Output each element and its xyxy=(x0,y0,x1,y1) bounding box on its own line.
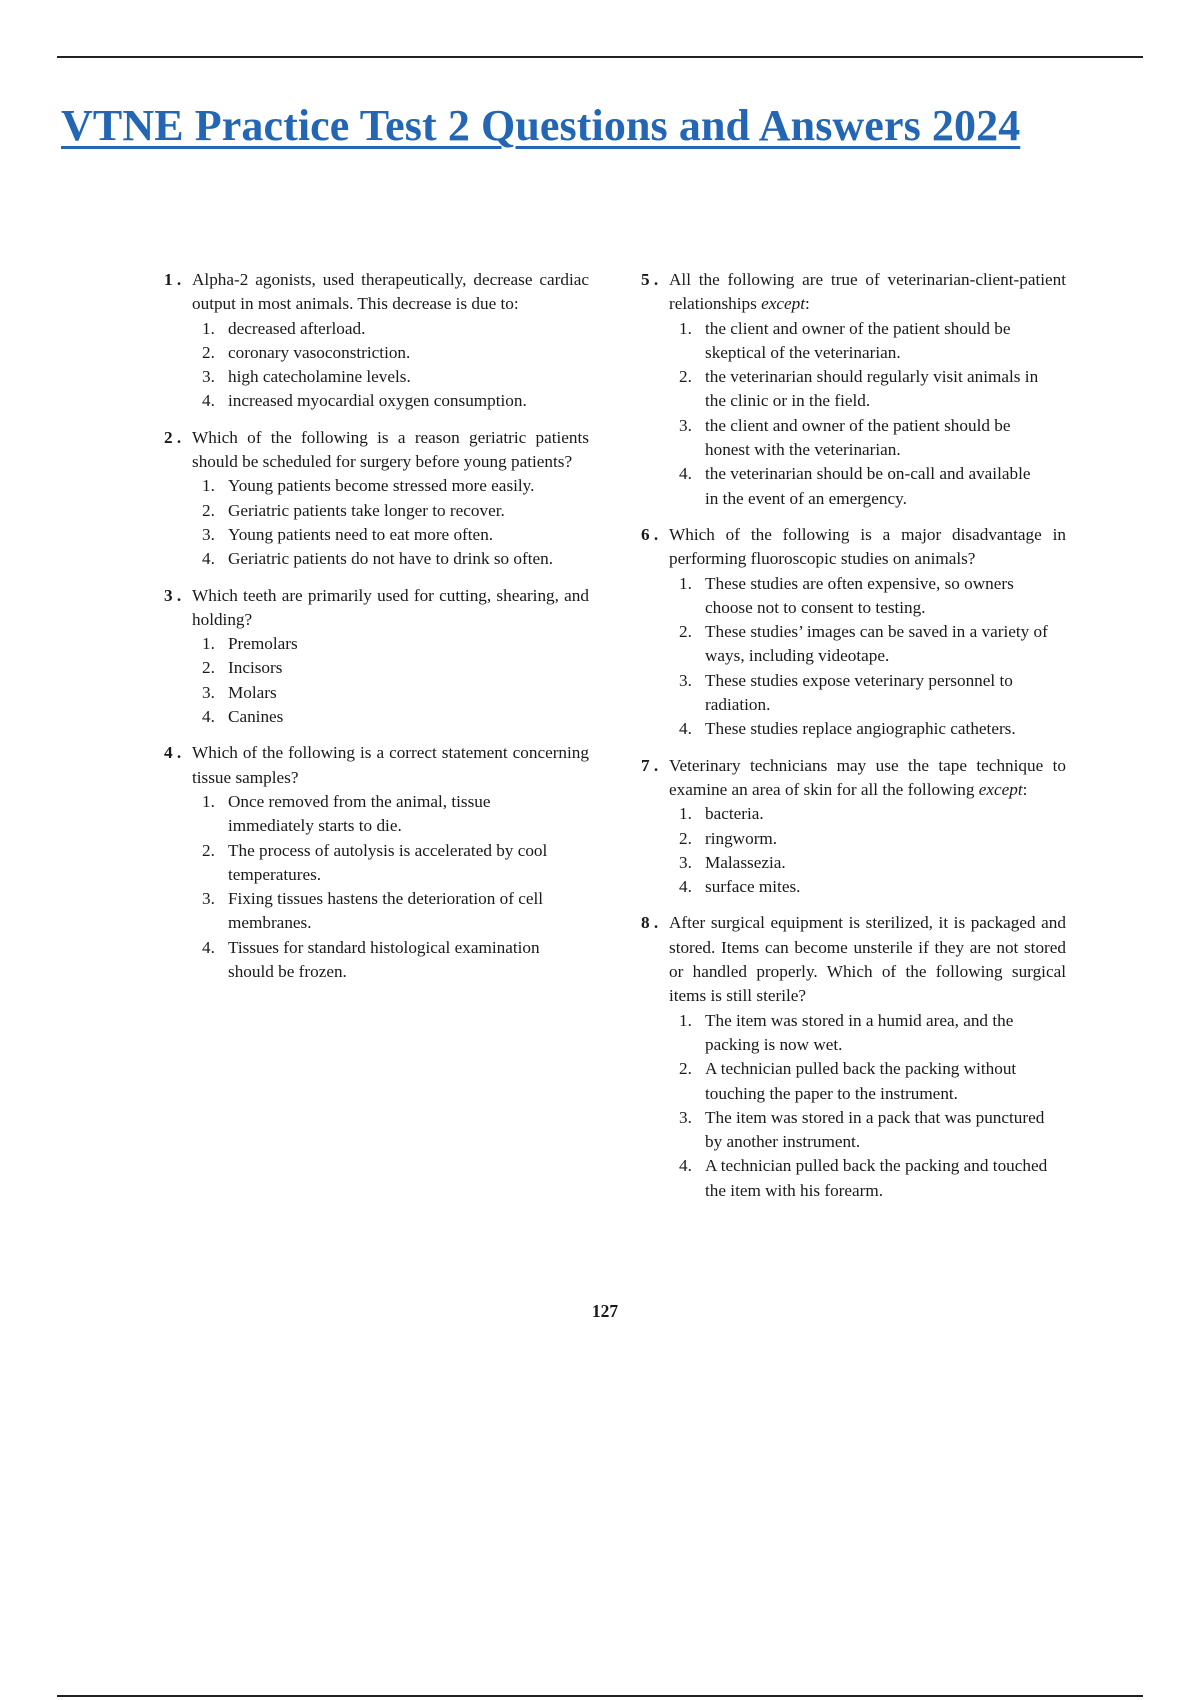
answer-option xyxy=(164,656,589,680)
option-text: bacteria. xyxy=(705,804,764,824)
answer-option xyxy=(164,317,589,341)
option-number: 4. xyxy=(679,877,692,897)
answer-option xyxy=(164,499,589,523)
question-number: 1 . xyxy=(164,270,182,289)
answer-option xyxy=(641,365,1066,414)
option-text: Fixing tissues hastens the deterioration of cell membranes. xyxy=(228,889,544,933)
option-number: 4. xyxy=(679,719,692,739)
question-text: Which teeth are primarily used for cutting, shearing, and holding? xyxy=(192,585,589,629)
option-number: 4. xyxy=(202,391,215,411)
option-number: 4. xyxy=(202,707,215,727)
option-text: Premolars xyxy=(228,634,298,654)
answer-option xyxy=(164,632,589,656)
answer-option xyxy=(164,474,589,498)
question-stem xyxy=(164,584,589,633)
question-text: Veterinary technicians may use the tape technique to examine an area of skin for all the following xyxy=(669,755,1066,799)
option-number: 1. xyxy=(679,1010,692,1030)
option-text: These studies expose veterinary personnel to radiation. xyxy=(705,670,1013,715)
answer-option xyxy=(641,1009,1066,1058)
option-text: Geriatric patients take longer to recover. xyxy=(228,500,505,520)
option-text: Canines xyxy=(228,707,284,727)
question-stem xyxy=(164,426,589,475)
option-number: 2. xyxy=(202,840,215,860)
question-6 xyxy=(641,523,1066,742)
option-text: The item was stored in a pack that was punctured by another instrument. xyxy=(705,1107,1045,1152)
question-number: 7 . xyxy=(641,755,659,775)
option-text: the client and owner of the patient should be honest with the veterinarian. xyxy=(705,415,1011,460)
page-number: 127 xyxy=(591,1301,619,1321)
question-4 xyxy=(164,741,589,984)
option-number: 2. xyxy=(679,367,692,387)
question-number: 4 . xyxy=(164,743,182,763)
option-text: Malassezia. xyxy=(705,852,786,872)
option-text: decreased afterload. xyxy=(228,318,366,338)
option-number: 3. xyxy=(202,367,215,387)
question-number: 5 . xyxy=(641,270,659,289)
option-text: the veterinarian should be on-call and available in the event of an emergency. xyxy=(705,464,1031,508)
answer-option xyxy=(164,705,589,729)
question-3 xyxy=(164,584,589,730)
answer-option xyxy=(164,523,589,547)
question-text-tail: : xyxy=(805,294,810,314)
question-stem xyxy=(164,741,589,790)
question-7 xyxy=(641,754,1066,900)
option-number: 3. xyxy=(202,889,215,909)
question-stem xyxy=(641,911,1066,1008)
option-text: Geriatric patients do not have to drink so often. xyxy=(228,549,554,569)
answer-option xyxy=(164,839,589,888)
question-text-tail: : xyxy=(1022,779,1028,799)
option-text: These studies’ images can be saved in a variety of ways, including videotape. xyxy=(705,622,1048,666)
option-number: 2. xyxy=(679,1059,692,1079)
question-text: Which of the following is a correct statement concerning tissue samples? xyxy=(192,743,589,787)
question-1 xyxy=(164,268,589,414)
question-stem xyxy=(164,268,589,317)
option-number: 4. xyxy=(202,549,215,569)
question-text: Alpha-2 agonists, used therapeutically, decrease cardiac output in most animals. This decrease is due to: xyxy=(192,270,589,314)
option-text: Tissues for standard histological examination should be frozen. xyxy=(228,937,540,982)
answer-option xyxy=(164,887,589,936)
option-number: 1. xyxy=(202,791,215,811)
answer-option xyxy=(641,1106,1066,1155)
answer-option xyxy=(641,414,1066,463)
option-text: A technician pulled back the packing and touched the item with his forearm. xyxy=(705,1156,1048,1200)
question-number: 3 . xyxy=(164,585,182,605)
answer-options xyxy=(641,317,1066,511)
question-text: Which of the following is a major disadvantage in performing fluoroscopic studies on animals? xyxy=(669,524,1066,569)
question-text: All the following are true of veterinarian-client-patient relationships xyxy=(669,270,1066,314)
answer-option xyxy=(641,851,1066,875)
option-text: Incisors xyxy=(228,658,283,678)
answer-option xyxy=(641,1154,1066,1203)
answer-options xyxy=(164,790,589,984)
option-number: 3. xyxy=(679,1107,692,1127)
option-text: coronary vasoconstriction. xyxy=(228,342,411,362)
answer-option xyxy=(641,827,1066,851)
answer-options xyxy=(164,632,589,729)
option-text: the client and owner of the patient should be skeptical of the veterinarian. xyxy=(705,318,1011,362)
option-text: These studies replace angiographic catheters. xyxy=(705,719,1016,739)
option-number: 2. xyxy=(679,828,692,848)
option-number: 1. xyxy=(679,804,692,824)
question-emphasis: except xyxy=(761,294,806,314)
option-number: 3. xyxy=(202,682,215,702)
answer-option xyxy=(641,1057,1066,1106)
question-text: After surgical equipment is sterilized, it is packaged and stored. Items can become unsterile if they are not stored or handled properly. Which of the following surgical items is still sterile? xyxy=(669,913,1066,1006)
top-rule xyxy=(57,56,1143,58)
option-number: 3. xyxy=(679,852,692,872)
answer-option xyxy=(164,681,589,705)
option-number: 4. xyxy=(202,937,215,957)
option-number: 1. xyxy=(202,634,215,654)
answer-options xyxy=(164,474,589,571)
option-number: 2. xyxy=(202,500,215,520)
answer-option xyxy=(641,802,1066,826)
option-text: A technician pulled back the packing without touching the paper to the instrument. xyxy=(705,1059,1017,1103)
option-number: 1. xyxy=(679,573,692,593)
option-number: 1. xyxy=(679,318,692,338)
option-text: The item was stored in a humid area, and the packing is now wet. xyxy=(705,1010,1014,1054)
option-text: high catecholamine levels. xyxy=(228,367,411,387)
option-number: 3. xyxy=(679,670,692,690)
question-8 xyxy=(641,911,1066,1203)
answer-option xyxy=(164,790,589,839)
answer-options xyxy=(164,317,589,414)
question-text: Which of the following is a reason geriatric patients should be scheduled for surgery before young patients? xyxy=(192,427,589,472)
answer-option xyxy=(641,717,1066,741)
option-number: 3. xyxy=(202,524,215,544)
option-number: 4. xyxy=(679,1156,692,1176)
option-number: 2. xyxy=(679,622,692,642)
answer-option xyxy=(164,341,589,365)
question-stem xyxy=(641,754,1066,803)
option-number: 3. xyxy=(679,415,692,435)
option-text: The process of autolysis is accelerated by cool temperatures. xyxy=(228,840,548,884)
answer-option xyxy=(641,317,1066,366)
answer-option xyxy=(164,365,589,389)
answer-option xyxy=(641,620,1066,669)
answer-option xyxy=(641,572,1066,621)
option-text: ringworm. xyxy=(705,828,778,848)
option-number: 1. xyxy=(202,318,215,338)
answer-options xyxy=(641,1009,1066,1203)
document-title: VTNE Practice Test 2 Questions and Answers 2024 xyxy=(61,101,1021,150)
question-number: 2 . xyxy=(164,427,182,447)
answer-option xyxy=(641,669,1066,718)
option-text: increased myocardial oxygen consumption. xyxy=(228,391,527,411)
option-number: 2. xyxy=(202,342,215,362)
question-number: 6 . xyxy=(641,524,659,544)
option-text: These studies are often expensive, so owners choose not to consent to testing. xyxy=(705,573,1014,617)
option-text: Molars xyxy=(228,682,277,702)
option-number: 1. xyxy=(202,476,215,496)
answer-option xyxy=(641,462,1066,511)
option-text: the veterinarian should regularly visit animals in the clinic or in the field. xyxy=(705,367,1039,411)
question-number: 8 . xyxy=(641,913,659,933)
answer-options xyxy=(641,572,1066,742)
bottom-rule xyxy=(57,1695,1143,1697)
answer-option xyxy=(164,936,589,985)
question-2 xyxy=(164,426,589,572)
answer-option xyxy=(641,875,1066,899)
question-emphasis: except xyxy=(978,779,1023,799)
option-text: Young patients need to eat more often. xyxy=(228,524,494,544)
question-stem xyxy=(641,523,1066,572)
option-number: 4. xyxy=(679,464,692,484)
answer-option xyxy=(164,547,589,571)
question-5 xyxy=(641,268,1066,511)
left-column xyxy=(164,268,589,996)
answer-option xyxy=(164,389,589,413)
option-text: Young patients become stressed more easily. xyxy=(228,476,535,496)
option-text: Once removed from the animal, tissue immediately starts to die. xyxy=(228,791,491,836)
right-column xyxy=(641,268,1066,1215)
answer-options xyxy=(641,802,1066,899)
option-number: 2. xyxy=(202,658,215,678)
option-text: surface mites. xyxy=(705,877,801,897)
question-stem xyxy=(641,268,1066,317)
